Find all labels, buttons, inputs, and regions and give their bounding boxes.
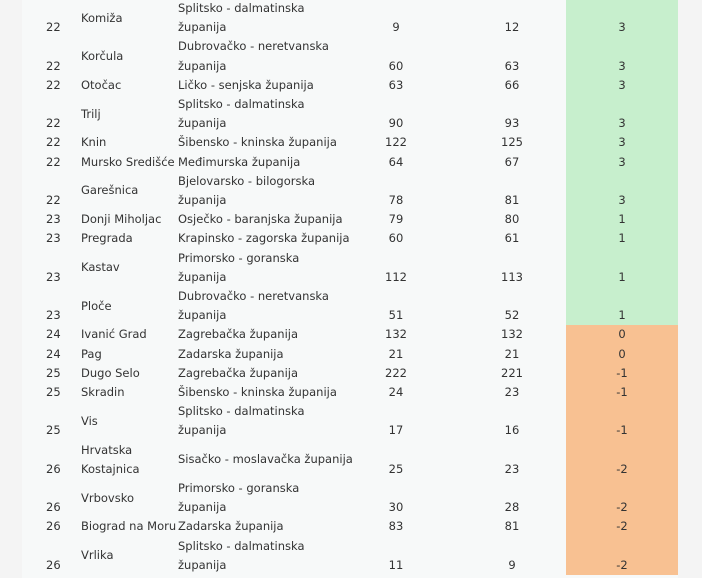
table-row [0, 76, 702, 95]
city-name: Trilj [81, 106, 101, 121]
city-name: Vrlika [81, 548, 114, 563]
value-current: 23 [504, 461, 520, 476]
county-name: Bjelovarsko - bilogorska [178, 173, 315, 188]
county-name: Ličko - senjska županija [178, 77, 314, 92]
difference-value: 3 [618, 58, 626, 73]
county-name: Zadarska županija [178, 346, 284, 361]
value-previous: 51 [388, 308, 404, 323]
value-previous: 78 [388, 192, 404, 207]
value-current: 16 [504, 423, 520, 438]
table-row [0, 345, 702, 364]
county-name: Zagrebačka županija [178, 327, 299, 342]
rank-value: 25 [46, 365, 61, 380]
city-name: Kostajnica [81, 461, 140, 476]
difference-value: 1 [618, 269, 626, 284]
table-row [0, 37, 702, 75]
difference-value: -2 [616, 500, 628, 515]
city-name: Kastav [81, 260, 120, 275]
table-row [0, 172, 702, 210]
rank-value: 22 [46, 116, 61, 131]
table-row [0, 325, 702, 344]
city-name: Garešnica [81, 183, 139, 198]
value-previous: 63 [388, 77, 404, 92]
value-current: 67 [504, 154, 520, 169]
city-name: Dugo Selo [81, 365, 140, 380]
value-current: 52 [504, 308, 520, 323]
county-name: Splitsko - dalmatinska [178, 1, 305, 15]
city-name: Vis [81, 413, 98, 428]
value-previous: 79 [388, 212, 404, 227]
rank-value: 26 [46, 461, 61, 476]
difference-value: 1 [618, 212, 626, 227]
rank-value: 25 [46, 385, 61, 399]
value-previous: 60 [388, 58, 404, 73]
value-current: 125 [501, 135, 523, 150]
county-name: županija [178, 423, 227, 438]
table-row [0, 210, 702, 229]
value-previous: 9 [392, 20, 400, 35]
table-row [0, 153, 702, 172]
table-row [0, 402, 702, 440]
city-name: Donji Miholjac [81, 212, 162, 227]
table-row [0, 249, 702, 287]
difference-value: 3 [618, 154, 626, 169]
county-name: Primorsko - goranska [178, 481, 300, 495]
value-current: 81 [504, 519, 520, 534]
county-name: Zadarska županija [178, 519, 284, 534]
city-name: Pregrada [81, 231, 133, 246]
rank-value: 22 [46, 154, 61, 169]
county-name: županija [178, 557, 227, 572]
difference-value: 0 [618, 346, 626, 361]
city-name: Korčula [81, 48, 124, 63]
value-current: 23 [504, 385, 520, 399]
rank-value: 24 [46, 346, 61, 361]
value-previous: 24 [388, 385, 404, 399]
county-name: Osječko - baranjska županija [178, 212, 343, 227]
county-name: Sisačko - moslavačka županija [178, 452, 353, 467]
value-previous: 122 [385, 135, 407, 150]
table-row [0, 537, 702, 575]
county-name: županija [178, 308, 227, 323]
rank-value: 26 [46, 519, 61, 534]
difference-value: 1 [618, 308, 626, 323]
city-name: Ploče [81, 298, 112, 313]
difference-value: -1 [616, 423, 628, 438]
county-name: Međimurska županija [178, 154, 301, 169]
value-previous: 21 [388, 346, 404, 361]
table-row [0, 287, 702, 325]
value-previous: 11 [388, 557, 404, 572]
table-row [0, 383, 702, 402]
value-previous: 222 [385, 365, 407, 380]
rank-value: 22 [46, 20, 61, 35]
rank-value: 22 [46, 192, 61, 207]
table-row [0, 479, 702, 517]
city-name: Mursko Središće [81, 154, 175, 169]
value-previous: 132 [385, 327, 407, 342]
value-current: 21 [504, 346, 520, 361]
county-name: Šibensko - kninska županija [178, 135, 337, 150]
difference-value: 1 [618, 231, 626, 246]
value-previous: 90 [388, 116, 404, 131]
rank-value: 23 [46, 231, 61, 246]
value-current: 80 [504, 212, 520, 227]
city-name: Biograd na Moru [81, 519, 177, 534]
city-name: Komiža [81, 10, 123, 25]
difference-value: 3 [618, 77, 626, 92]
city-name: Knin [81, 135, 107, 150]
rank-value: 23 [46, 212, 61, 227]
county-name: Splitsko - dalmatinska [178, 97, 305, 111]
county-name: Šibensko - kninska županija [178, 385, 337, 399]
table-row [0, 95, 702, 133]
difference-value: -1 [616, 385, 628, 399]
difference-value: -1 [616, 365, 628, 380]
county-name: županija [178, 58, 227, 73]
value-previous: 30 [388, 500, 404, 515]
value-previous: 17 [388, 423, 404, 438]
value-previous: 83 [388, 519, 404, 534]
rank-value: 25 [46, 423, 61, 438]
rank-value: 23 [46, 308, 61, 323]
county-name: Zagrebačka županija [178, 365, 299, 380]
value-previous: 64 [388, 154, 404, 169]
value-current: 81 [504, 192, 520, 207]
value-current: 61 [504, 231, 520, 246]
county-name: županija [178, 269, 227, 284]
county-name: županija [178, 20, 227, 35]
city-name: Hrvatska [81, 442, 133, 457]
difference-value: -2 [616, 461, 628, 476]
table-row [0, 364, 702, 383]
table-row [0, 441, 702, 479]
rank-value: 22 [46, 77, 61, 92]
county-name: Splitsko - dalmatinska [178, 538, 305, 553]
city-name: Otočac [81, 77, 122, 92]
value-current: 28 [504, 500, 520, 515]
county-name: županija [178, 192, 227, 207]
difference-value: 3 [618, 135, 626, 150]
city-name: Ivanić Grad [81, 327, 147, 342]
value-current: 93 [504, 116, 520, 131]
county-name: Splitsko - dalmatinska [178, 404, 305, 419]
rank-value: 24 [46, 327, 61, 342]
county-name: županija [178, 116, 227, 131]
value-previous: 25 [388, 461, 404, 476]
table-row [0, 517, 702, 536]
county-name: Dubrovačko - neretvanska [178, 39, 329, 54]
city-name: Pag [81, 346, 102, 361]
value-previous: 112 [385, 269, 407, 284]
difference-value: 3 [618, 192, 626, 207]
difference-value: 3 [618, 20, 626, 35]
value-current: 132 [501, 327, 523, 342]
difference-value: 0 [618, 327, 626, 342]
rank-value: 26 [46, 500, 61, 515]
county-name: Dubrovačko - neretvanska [178, 289, 329, 303]
rank-value: 26 [46, 557, 61, 572]
table-row [0, 133, 702, 152]
value-current: 9 [508, 557, 516, 572]
county-name: Primorsko - goranska [178, 250, 300, 265]
value-current: 63 [504, 58, 520, 73]
difference-value: -2 [616, 519, 628, 534]
value-previous: 60 [388, 231, 404, 246]
county-name: Krapinsko - zagorska županija [178, 231, 350, 246]
difference-value: 3 [618, 116, 626, 131]
rank-value: 22 [46, 58, 61, 73]
rank-value: 22 [46, 135, 61, 150]
value-current: 221 [501, 365, 523, 380]
difference-value: -2 [616, 557, 628, 572]
table-row [0, 0, 702, 37]
value-current: 66 [504, 77, 520, 92]
value-current: 113 [501, 269, 523, 284]
county-name: županija [178, 500, 227, 515]
value-current: 12 [504, 20, 520, 35]
table-row [0, 229, 702, 248]
rank-value: 23 [46, 269, 61, 284]
city-name: Vrbovsko [81, 490, 135, 505]
city-name: Skradin [81, 385, 125, 399]
